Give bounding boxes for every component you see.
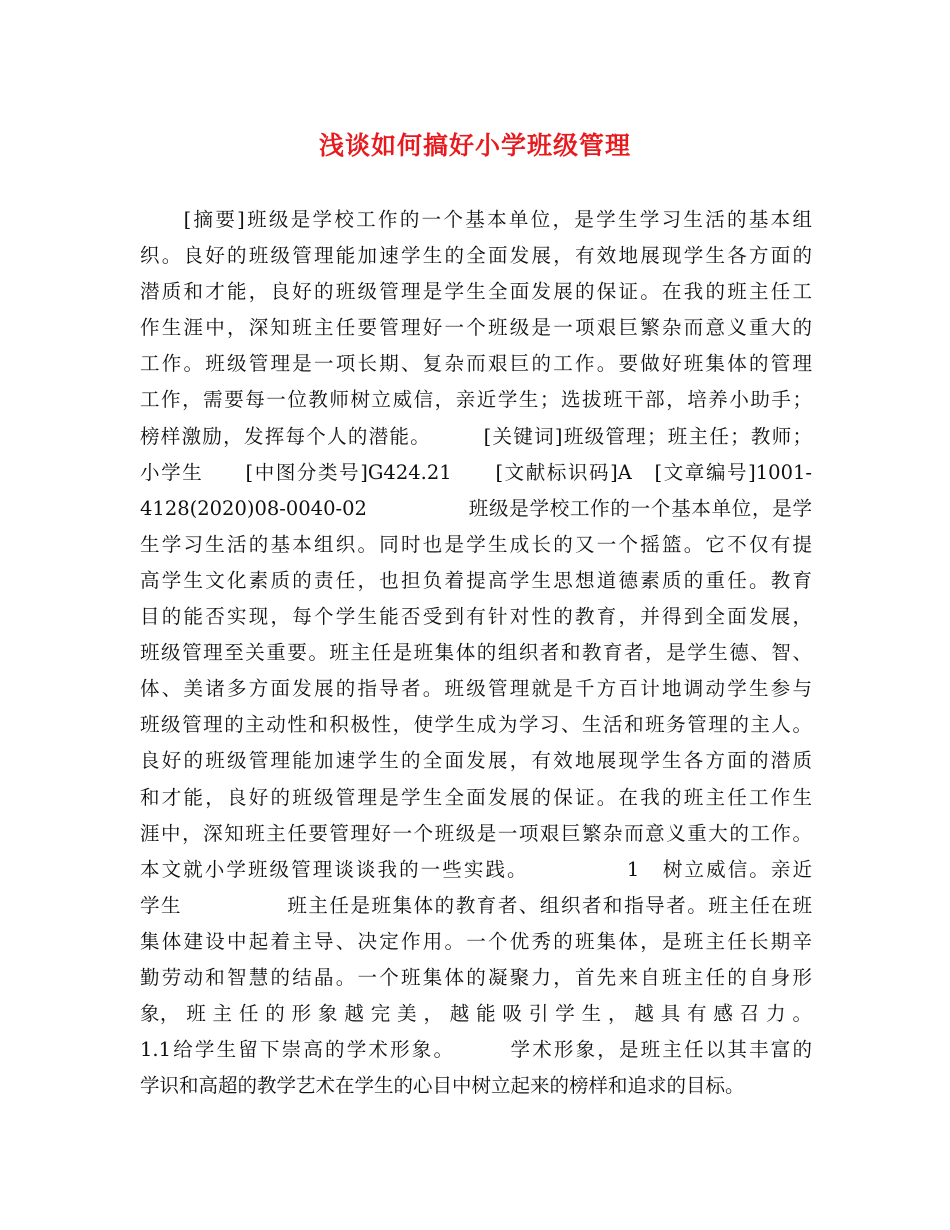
body-line: 工作，需要每一位教师树立威信，亲近学生；选拔班干部，培养小助手； bbox=[140, 388, 812, 412]
body-line: 学生 班主任是班集体的教育者、组织者和指导者。班主任在班 bbox=[140, 893, 812, 917]
body-line: 高学生文化素质的责任，也担负着提高学生思想道德素质的重任。教育 bbox=[140, 568, 812, 592]
body-line: 1.1给学生留下崇高的学术形象。 学术形象，是班主任以其丰富的 bbox=[140, 1038, 812, 1062]
body-line: 目的能否实现，每个学生能否受到有针对性的教育，并得到全面发展， bbox=[140, 605, 812, 629]
body-line: 勤劳动和智慧的结晶。一个班集体的凝聚力，首先来自班主任的自身形 bbox=[140, 965, 812, 989]
body-line: 小学生 [中图分类号]G424.21 [文献标识码]A [文章编号]1001- bbox=[140, 460, 812, 484]
document-body bbox=[140, 202, 812, 1104]
body-line: 班级管理至关重要。班主任是班集体的组织者和教育者，是学生德、智、 bbox=[140, 641, 812, 665]
body-line: 涯中，深知班主任要管理好一个班级是一项艰巨繁杂而意义重大的工作。 bbox=[140, 821, 812, 845]
body-line: 织。良好的班级管理能加速学生的全面发展，有效地展现学生各方面的 bbox=[140, 244, 812, 268]
body-line: 体、美诸多方面发展的指导者。班级管理就是千方百计地调动学生参与 bbox=[140, 677, 812, 701]
body-line: 工作。班级管理是一项长期、复杂而艰巨的工作。要做好班集体的管理 bbox=[140, 352, 812, 376]
body-line: 4128(2020)08-0040-02 班级是学校工作的一个基本单位，是学 bbox=[140, 496, 812, 520]
body-line: 集体建设中起着主导、决定作用。一个优秀的班集体，是班主任长期辛 bbox=[140, 929, 812, 953]
body-line: 本文就小学班级管理谈谈我的一些实践。 1 树立威信。亲近 bbox=[140, 857, 812, 881]
body-line: 生学习生活的基本组织。同时也是学生成长的又一个摇篮。它不仅有提 bbox=[140, 532, 812, 556]
body-line: 和才能，良好的班级管理是学生全面发展的保证。在我的班主任工作生 bbox=[140, 785, 812, 809]
body-line: 榜样激励，发挥每个人的潜能。 [关键词]班级管理；班主任；教师； bbox=[140, 424, 812, 448]
body-line: 良好的班级管理能加速学生的全面发展，有效地展现学生各方面的潜质 bbox=[140, 749, 812, 773]
document-title: 浅谈如何搞好小学班级管理 bbox=[318, 131, 631, 160]
body-line: 象， 班 主 任 的 形 象 越 完 美 ， 越 能 吸 引 学 生 ， 越 具 有 感 召 力 。 bbox=[140, 1002, 812, 1026]
body-line: 学识和高超的教学艺术在学生的心目中树立起来的榜样和追求的目标。 bbox=[140, 1074, 745, 1098]
body-line: 作生涯中，深知班主任要管理好一个班级是一项艰巨繁杂而意义重大的 bbox=[140, 316, 812, 340]
body-line: 班级管理的主动性和积极性，使学生成为学习、生活和班务管理的主人。 bbox=[140, 713, 812, 737]
body-line: 潜质和才能，良好的班级管理是学生全面发展的保证。在我的班主任工 bbox=[140, 280, 812, 304]
body-line: [摘要]班级是学校工作的一个基本单位，是学生学习生活的基本组 bbox=[140, 208, 812, 231]
